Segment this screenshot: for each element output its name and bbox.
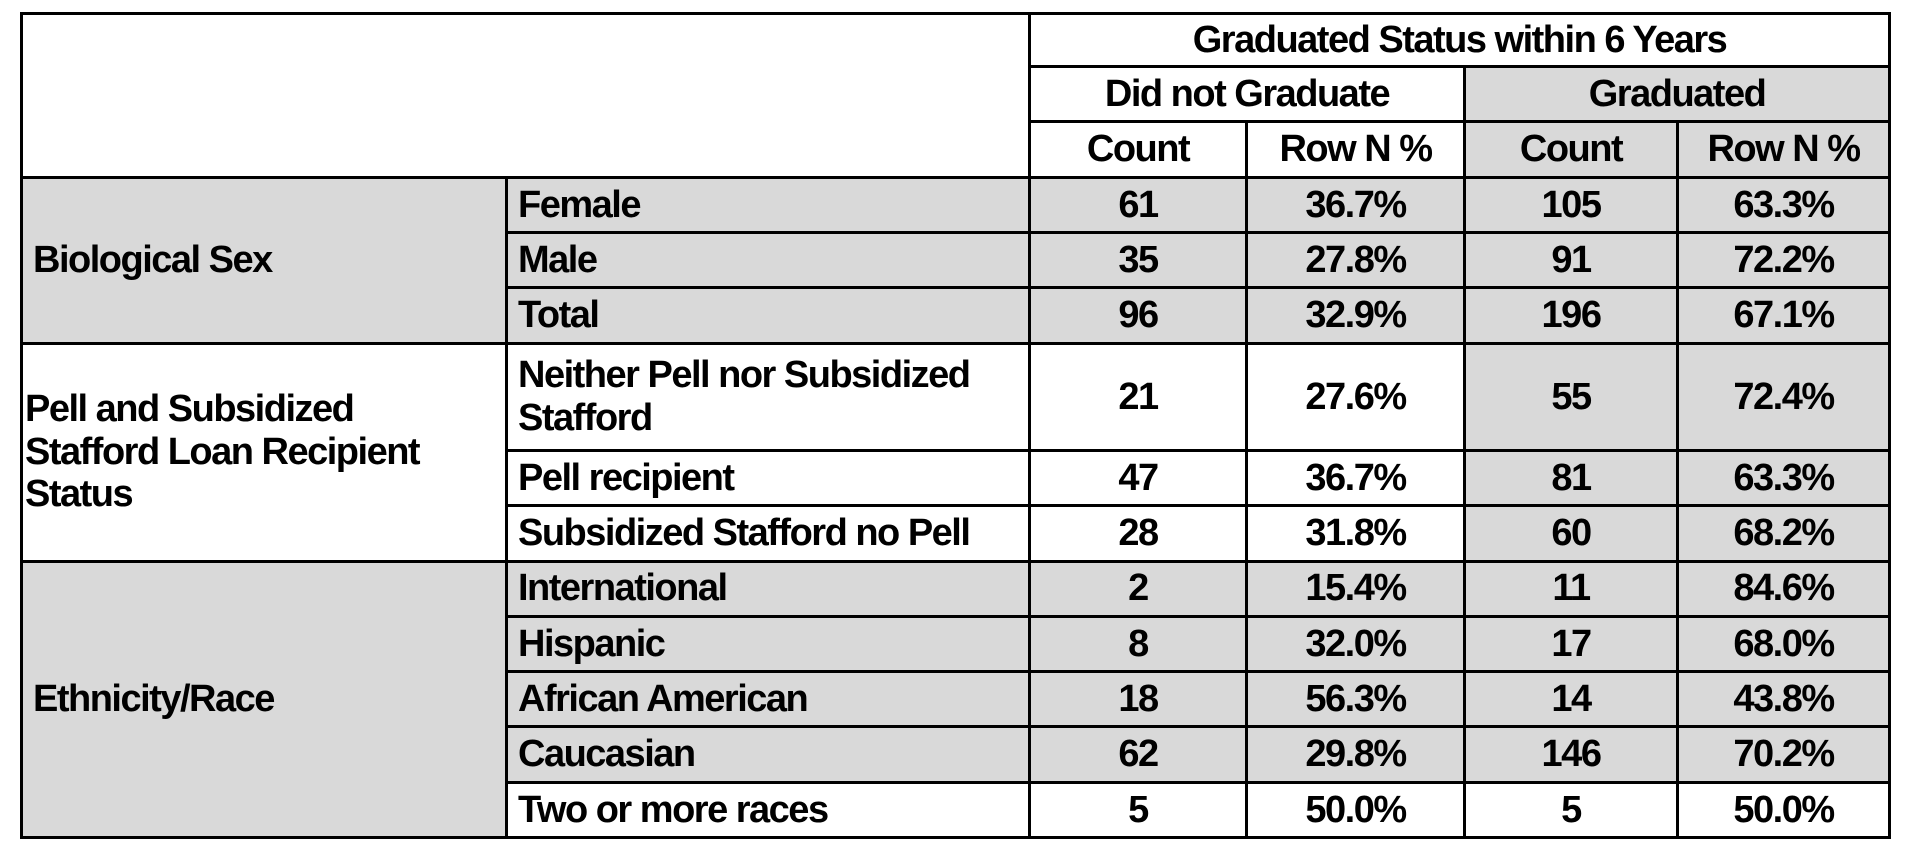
header-row-top: [22, 14, 1890, 67]
cell-value: 62: [1030, 727, 1247, 782]
cell-value: 63.3%: [1678, 451, 1890, 506]
cell-value: 32.0%: [1247, 616, 1465, 671]
section-label: Pell and Subsidized Stafford Loan Recipient Status: [22, 343, 507, 561]
cell-value: 68.0%: [1678, 616, 1890, 671]
cell-value: 60: [1465, 506, 1678, 561]
cell-value: 27.6%: [1247, 343, 1465, 450]
cell-value: 35: [1030, 233, 1247, 288]
cell-value: 196: [1465, 288, 1678, 343]
cell-value: 81: [1465, 451, 1678, 506]
cell-value: 70.2%: [1678, 727, 1890, 782]
row-label: Neither Pell nor Subsidized Stafford: [507, 343, 1030, 450]
row-label: Total: [507, 288, 1030, 343]
cell-value: 91: [1465, 233, 1678, 288]
cell-value: 15.4%: [1247, 561, 1465, 616]
cell-value: 146: [1465, 727, 1678, 782]
cell-value: 50.0%: [1247, 782, 1465, 837]
cell-value: 43.8%: [1678, 672, 1890, 727]
header-top: Graduated Status within 6 Years: [1030, 14, 1890, 67]
table-row: [22, 343, 1890, 450]
cell-value: 8: [1030, 616, 1247, 671]
corner-cell: [22, 14, 1030, 178]
table-row: [22, 177, 1890, 232]
cell-value: 11: [1465, 561, 1678, 616]
section-label: Ethnicity/Race: [22, 561, 507, 837]
crosstab-table: [20, 12, 1891, 839]
header-group-did-not-graduate: Did not Graduate: [1030, 67, 1465, 122]
cell-value: 67.1%: [1678, 288, 1890, 343]
header-group-graduated: Graduated: [1465, 67, 1890, 122]
cell-value: 105: [1465, 177, 1678, 232]
section-label: Biological Sex: [22, 177, 507, 343]
cell-value: 21: [1030, 343, 1247, 450]
table-row: [22, 561, 1890, 616]
cell-value: 32.9%: [1247, 288, 1465, 343]
cell-value: 5: [1030, 782, 1247, 837]
row-label: Male: [507, 233, 1030, 288]
row-label: Hispanic: [507, 616, 1030, 671]
header-subcol: Row N %: [1678, 122, 1890, 177]
cell-value: 14: [1465, 672, 1678, 727]
cell-value: 68.2%: [1678, 506, 1890, 561]
row-label: Caucasian: [507, 727, 1030, 782]
cell-value: 55: [1465, 343, 1678, 450]
header-subcol: Count: [1030, 122, 1247, 177]
cell-value: 36.7%: [1247, 177, 1465, 232]
row-label: Subsidized Stafford no Pell: [507, 506, 1030, 561]
cell-value: 63.3%: [1678, 177, 1890, 232]
cell-value: 72.2%: [1678, 233, 1890, 288]
row-label: Pell recipient: [507, 451, 1030, 506]
row-label: Two or more races: [507, 782, 1030, 837]
row-label: African American: [507, 672, 1030, 727]
cell-value: 27.8%: [1247, 233, 1465, 288]
cell-value: 28: [1030, 506, 1247, 561]
cell-value: 31.8%: [1247, 506, 1465, 561]
cell-value: 61: [1030, 177, 1247, 232]
cell-value: 2: [1030, 561, 1247, 616]
row-label: International: [507, 561, 1030, 616]
cell-value: 56.3%: [1247, 672, 1465, 727]
cell-value: 50.0%: [1678, 782, 1890, 837]
header-subcol: Count: [1465, 122, 1678, 177]
cell-value: 5: [1465, 782, 1678, 837]
row-label: Female: [507, 177, 1030, 232]
cell-value: 47: [1030, 451, 1247, 506]
cell-value: 29.8%: [1247, 727, 1465, 782]
cell-value: 18: [1030, 672, 1247, 727]
cell-value: 72.4%: [1678, 343, 1890, 450]
header-subcol: Row N %: [1247, 122, 1465, 177]
cell-value: 17: [1465, 616, 1678, 671]
cell-value: 84.6%: [1678, 561, 1890, 616]
cell-value: 96: [1030, 288, 1247, 343]
cell-value: 36.7%: [1247, 451, 1465, 506]
